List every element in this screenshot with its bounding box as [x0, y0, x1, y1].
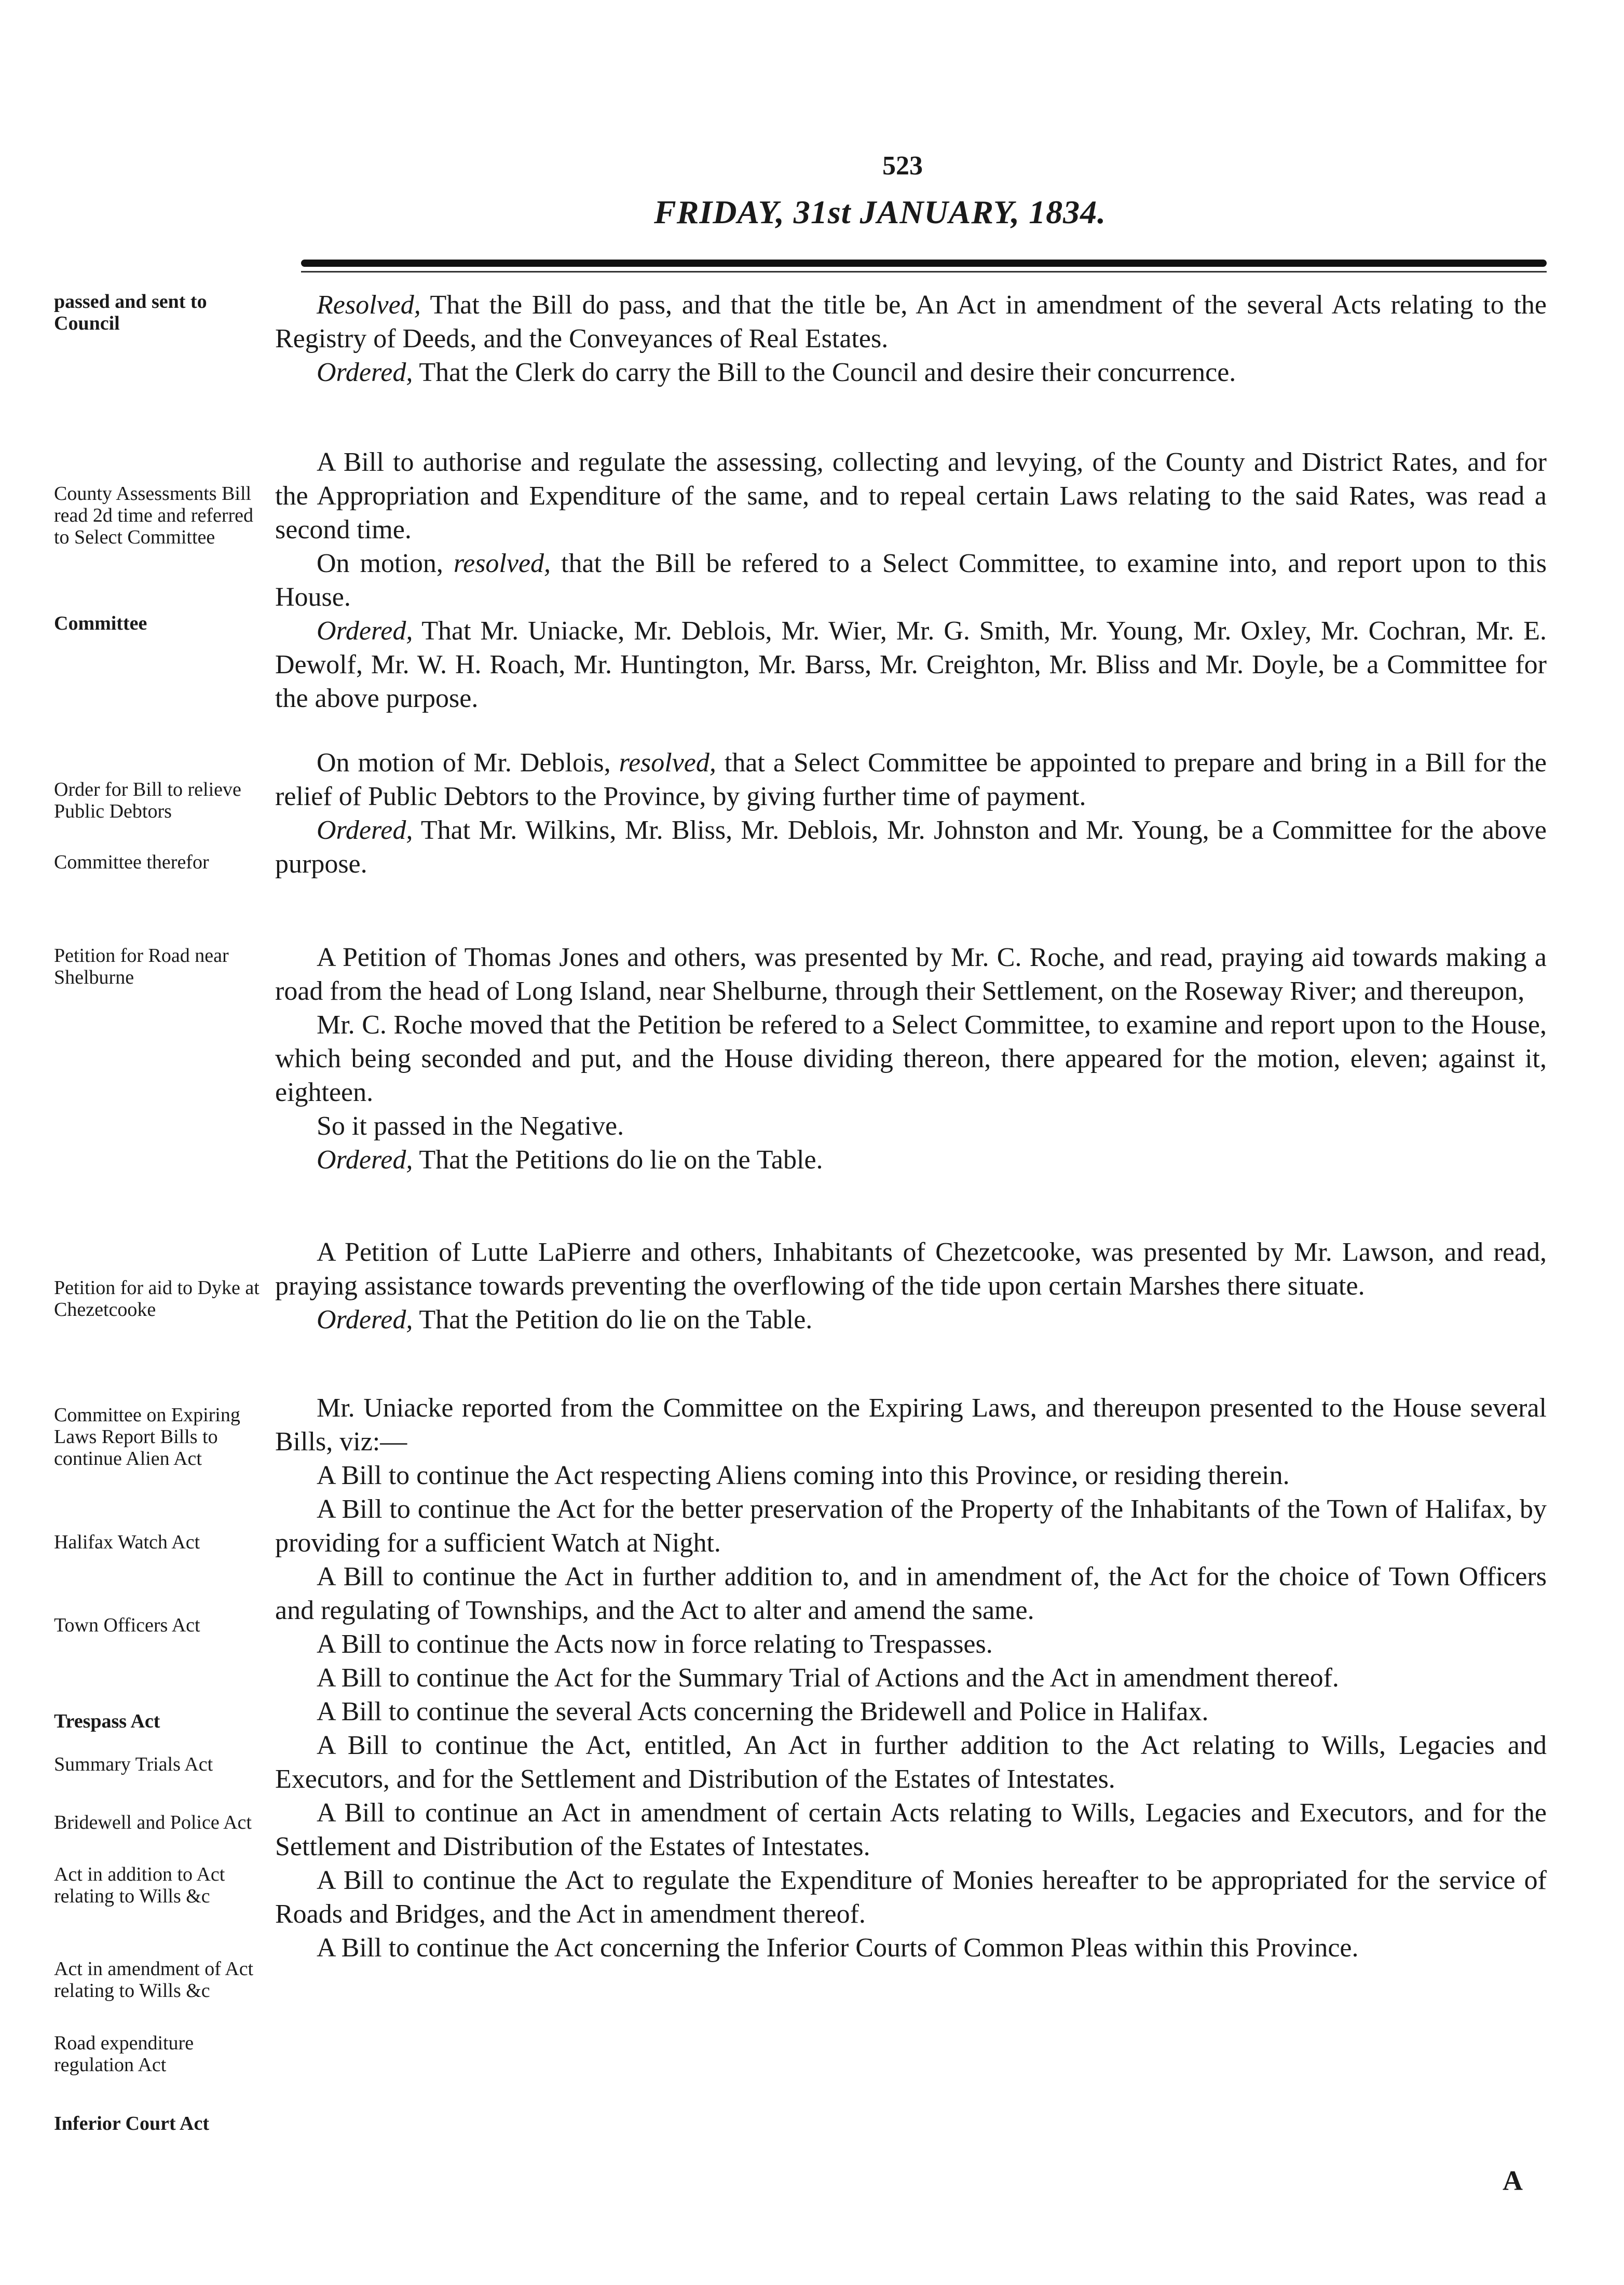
paragraph-text: Mr. Uniacke reported from the Committee on the Expiring Laws, and thereupon presented to the House several Bills, viz:—	[275, 1393, 1547, 1457]
ordered-lead: Ordered,	[317, 616, 413, 646]
bill-trespass: A Bill to continue the Acts now in force relating to Trespasses.	[317, 1629, 993, 1659]
signature-mark: A	[1503, 2165, 1523, 2196]
margin-note-town-officers: Town Officers Act	[54, 1614, 200, 1636]
ordered-lead: Ordered,	[317, 815, 413, 845]
paragraph-text: A Petition of Lutte LaPierre and others, Inhabitants of Chezetcooke, was presented by Mr. Lawson, and read, praying assistance towards preventing the overflowing of the tide upon certain Marshes there situate.	[275, 1237, 1547, 1301]
resolved-lead: resolved,	[453, 549, 551, 578]
resolved-lead: resolved,	[619, 748, 716, 778]
paragraph-text: That the Clerk do carry the Bill to the Council and desire their concurrence.	[419, 358, 1236, 387]
paragraph-petition-road	[275, 941, 1547, 1177]
paragraph-petition-dyke	[275, 1235, 1547, 1337]
margin-note-halifax-watch: Halifax Watch Act	[54, 1531, 200, 1553]
margin-note-wills-amendment: Act in amendment of Act relating to Wills &c	[54, 1958, 254, 2002]
bill-summary-trials: A Bill to continue the Act for the Summary Trial of Actions and the Act in amendment thereof.	[317, 1663, 1339, 1693]
motion-lead: On motion of Mr. Deblois,	[317, 748, 611, 778]
margin-note-petition-dyke: Petition for aid to Dyke at Chezetcooke	[54, 1277, 260, 1321]
paragraph-text: So it passed in the Negative.	[317, 1111, 624, 1141]
ordered-lead: Ordered,	[317, 358, 413, 387]
heading-rule-thin	[301, 271, 1547, 273]
margin-note-bridewell: Bridewell and Police Act	[54, 1812, 252, 1833]
paragraph-expiring-laws	[275, 1391, 1547, 1965]
bill-inferior-court: A Bill to continue the Act concerning the Inferior Courts of Common Pleas within this Province.	[317, 1933, 1359, 1963]
margin-note-county-assessments: County Assessments Bill read 2d time and referred to Select Committee	[54, 483, 254, 548]
margin-note-passed: passed and sent to Council	[54, 291, 207, 334]
margin-note-expiring-laws: Committee on Expiring Laws Report Bills to continue Alien Act	[54, 1404, 240, 1470]
ordered-lead: Ordered,	[317, 1305, 413, 1335]
bill-alien-act: A Bill to continue the Act respecting Aliens coming into this Province, or residing therein.	[317, 1461, 1290, 1490]
margin-note-committee-therefor: Committee therefor	[54, 851, 209, 873]
paragraph-text: That the Bill do pass, and that the title be, An Act in amendment of the several Acts relating to the Registry of Deeds, and the Conveyances of Real Estates.	[275, 290, 1547, 353]
margin-note-trespass: Trespass Act	[54, 1710, 160, 1732]
bill-road-expenditure: A Bill to continue the Act to regulate the Expenditure of Monies hereafter to be appropriated for the service of Roads and Bridges, and the Act in amendment thereof.	[275, 1866, 1547, 1929]
margin-note-petition-road: Petition for Road near Shelburne	[54, 945, 229, 988]
paragraph-text: Mr. C. Roche moved that the Petition be refered to a Select Committee, to examine and report upon to the House, which being seconded and put, and the House dividing thereon, there appeared for the motion, eleven; against it, eighteen.	[275, 1010, 1547, 1107]
paragraph-text: That the Petition do lie on the Table.	[419, 1305, 813, 1335]
bill-bridewell: A Bill to continue the several Acts concerning the Bridewell and Police in Halifax.	[317, 1697, 1209, 1726]
resolved-lead: Resolved,	[317, 290, 421, 320]
motion-lead: On motion,	[317, 549, 443, 578]
margin-note-wills-addition: Act in addition to Act relating to Wills &c	[54, 1864, 225, 1907]
paragraph-resolved-pass	[275, 288, 1547, 389]
margin-note-order-bill: Order for Bill to relieve Public Debtors	[54, 779, 241, 822]
heading-rule	[301, 260, 1547, 267]
paragraph-text: that a Select Committee be appointed to prepare and bring in a Bill for the relief of Public Debtors to the Province, by giving further time of payment.	[275, 748, 1547, 811]
paragraph-text: that the Bill be refered to a Select Committee, to examine into, and report upon to this House.	[275, 549, 1547, 612]
margin-note-summary-trials: Summary Trials Act	[54, 1753, 213, 1775]
paragraph-public-debtors	[275, 746, 1547, 881]
date-heading: FRIDAY, 31st JANUARY, 1834.	[654, 194, 1107, 230]
paragraph-text: A Bill to authorise and regulate the assessing, collecting and levying, of the County and District Rates, and for the Appropriation and Expenditure of the same, and to repeal certain Laws relating to the said Rates, was read a second time.	[275, 447, 1547, 545]
paragraph-text: That the Petitions do lie on the Table.	[419, 1145, 823, 1175]
bill-wills-addition: A Bill to continue the Act, entitled, An Act in further addition to the Act relating to Wills, Legacies and Executors, and for the Settlement and Distribution of the Estates of Intestates.	[275, 1731, 1547, 1794]
bill-town-officers: A Bill to continue the Act in further addition to, and in amendment of, the Act for the choice of Town Officers and regulating of Townships, and the Act to alter and amend the same.	[275, 1562, 1547, 1625]
bill-halifax-watch: A Bill to continue the Act for the better preservation of the Property of the Inhabitants of the Town of Halifax, by providing for a sufficient Watch at Night.	[275, 1494, 1547, 1558]
bill-wills-amendment: A Bill to continue an Act in amendment of certain Acts relating to Wills, Legacies and Executors, and for the Settlement and Distribution of the Estates of Intestates.	[275, 1798, 1547, 1861]
margin-note-inferior-court: Inferior Court Act	[54, 2113, 210, 2134]
margin-note-road-expenditure: Road expenditure regulation Act	[54, 2032, 194, 2076]
margin-note-committee: Committee	[54, 613, 147, 634]
page-number: 523	[882, 151, 923, 181]
paragraph-text: A Petition of Thomas Jones and others, was presented by Mr. C. Roche, and read, praying aid towards making a road from the head of Long Island, near Shelburne, through their Settlement, on the Roseway River; and thereupon,	[275, 943, 1547, 1006]
ordered-lead: Ordered,	[317, 1145, 413, 1175]
paragraph-county-bill	[275, 445, 1547, 715]
paragraph-text: That Mr. Uniacke, Mr. Deblois, Mr. Wier, Mr. G. Smith, Mr. Young, Mr. Oxley, Mr. Cochran, Mr. E. Dewolf, Mr. W. H. Roach, Mr. Huntington, Mr. Barss, Mr. Creighton, Mr. Bliss and Mr. Doyle, be a Committee for the above purpose.	[275, 616, 1547, 713]
paragraph-text: That Mr. Wilkins, Mr. Bliss, Mr. Deblois, Mr. Johnston and Mr. Young, be a Committee for the above purpose.	[275, 815, 1547, 879]
